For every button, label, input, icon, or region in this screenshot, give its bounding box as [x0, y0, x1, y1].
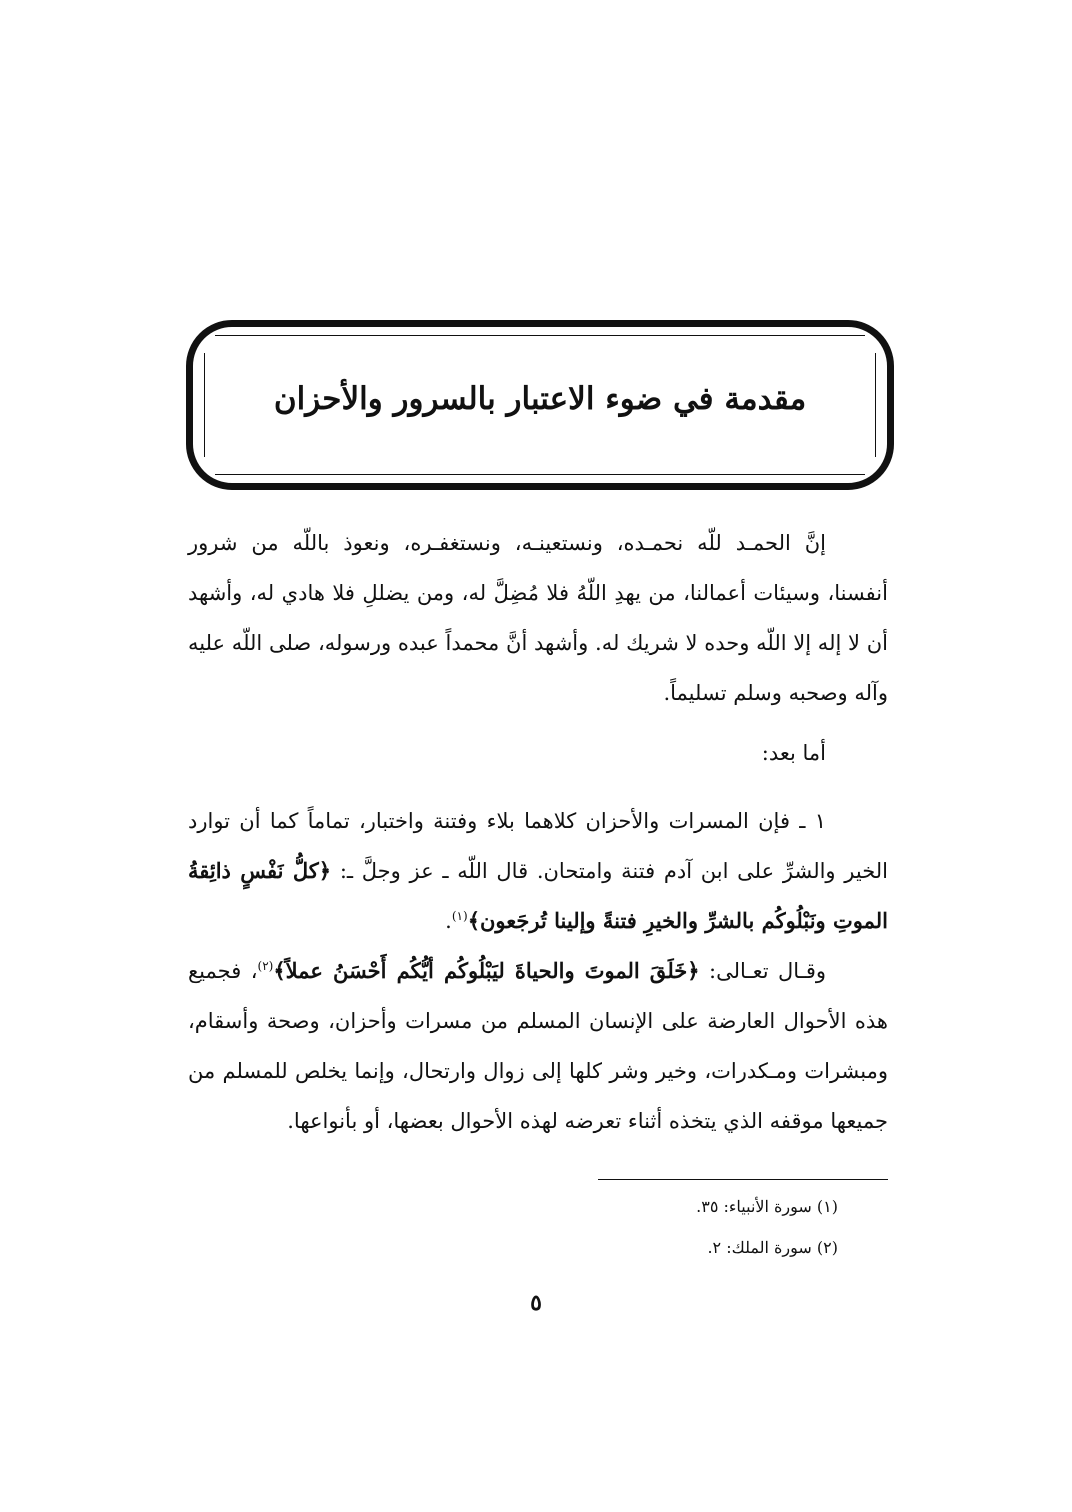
footnote-separator: [598, 1179, 888, 1180]
frame-inner-bottom-rule: [215, 474, 865, 475]
paragraph-amma-baad: أما بعد:: [761, 741, 826, 765]
footnote-ref-2: (٢): [257, 959, 274, 973]
footnote-2: (٢) سورة الملك: ٢.: [707, 1238, 838, 1257]
quran-verse-1: ﴿كلُّ نَفْسٍ ذائِقةُ الموتِ ونَبْلُوكُم بالشرِّ والخيرِ فتنةً وإلينا تُرجَعون﴾: [188, 858, 888, 933]
body-text: [188, 518, 888, 1146]
footnotes: [520, 1186, 838, 1268]
title-frame: [186, 320, 894, 490]
paragraph-2-text: وقـال تعـالى:: [699, 959, 827, 983]
chapter-title: مقدمة في ضوء الاعتبار بالسرور والأحزان: [273, 381, 807, 417]
quran-verse-2: ﴿خَلَقَ الموتَ والحياةَ ليَبْلُوكُم أيُّكُم أَحْسَنُ عملاً﴾: [273, 958, 700, 983]
paragraph-1-text: ١ ـ فإن المسرات والأحزان كلاهما بلاء وفتنة واختبار، تماماً كما أن توارد الخير والشرِّ على ابن آدم فتنة وامتحان. قال اللّه ـ عز وجلَّ ـ:: [188, 809, 889, 883]
footnote-ref-1: (١): [451, 909, 468, 923]
footnote-1: (١) سورة الأنبياء: ٣٥.: [696, 1197, 838, 1216]
paragraph-1-end: .: [445, 909, 452, 933]
paragraph-2: [188, 946, 888, 1146]
paragraph-1: [188, 796, 888, 946]
paragraph-2-rest: ، فجميع هذه الأحوال العارضة على الإنسان المسلم من مسرات وأحزان، وصحة وأسقام، ومبشرات ومـكدرات، وخير وشر كلها إلى زوال وارتحال، وإنما يخلص للمسلم من جميعها موقفه الذي يتخذه أثناء تعرضه لهذه الأحوال بعضها، أو بأنواعها.: [188, 959, 888, 1133]
paragraph-opening: إنَّ الحمـد للّه نحمـده، ونستعينـه، ونستغفـره، ونعوذ باللّه من شرور أنفسنا، وسيئات أعمالنا، من يهدِ اللّهُ فلا مُضِلَّ له، ومن يضللِ فلا هادي له، وأشهد أن لا إله إلا اللّه وحده لا شريك له. وأشهد أنَّ محمداً عبده ورسوله، صلى اللّه عليه وآله وصحبه وسلم تسليماً.: [188, 531, 888, 705]
page-number: ٥: [530, 1290, 542, 1316]
frame-inner-top-rule: [215, 335, 865, 336]
